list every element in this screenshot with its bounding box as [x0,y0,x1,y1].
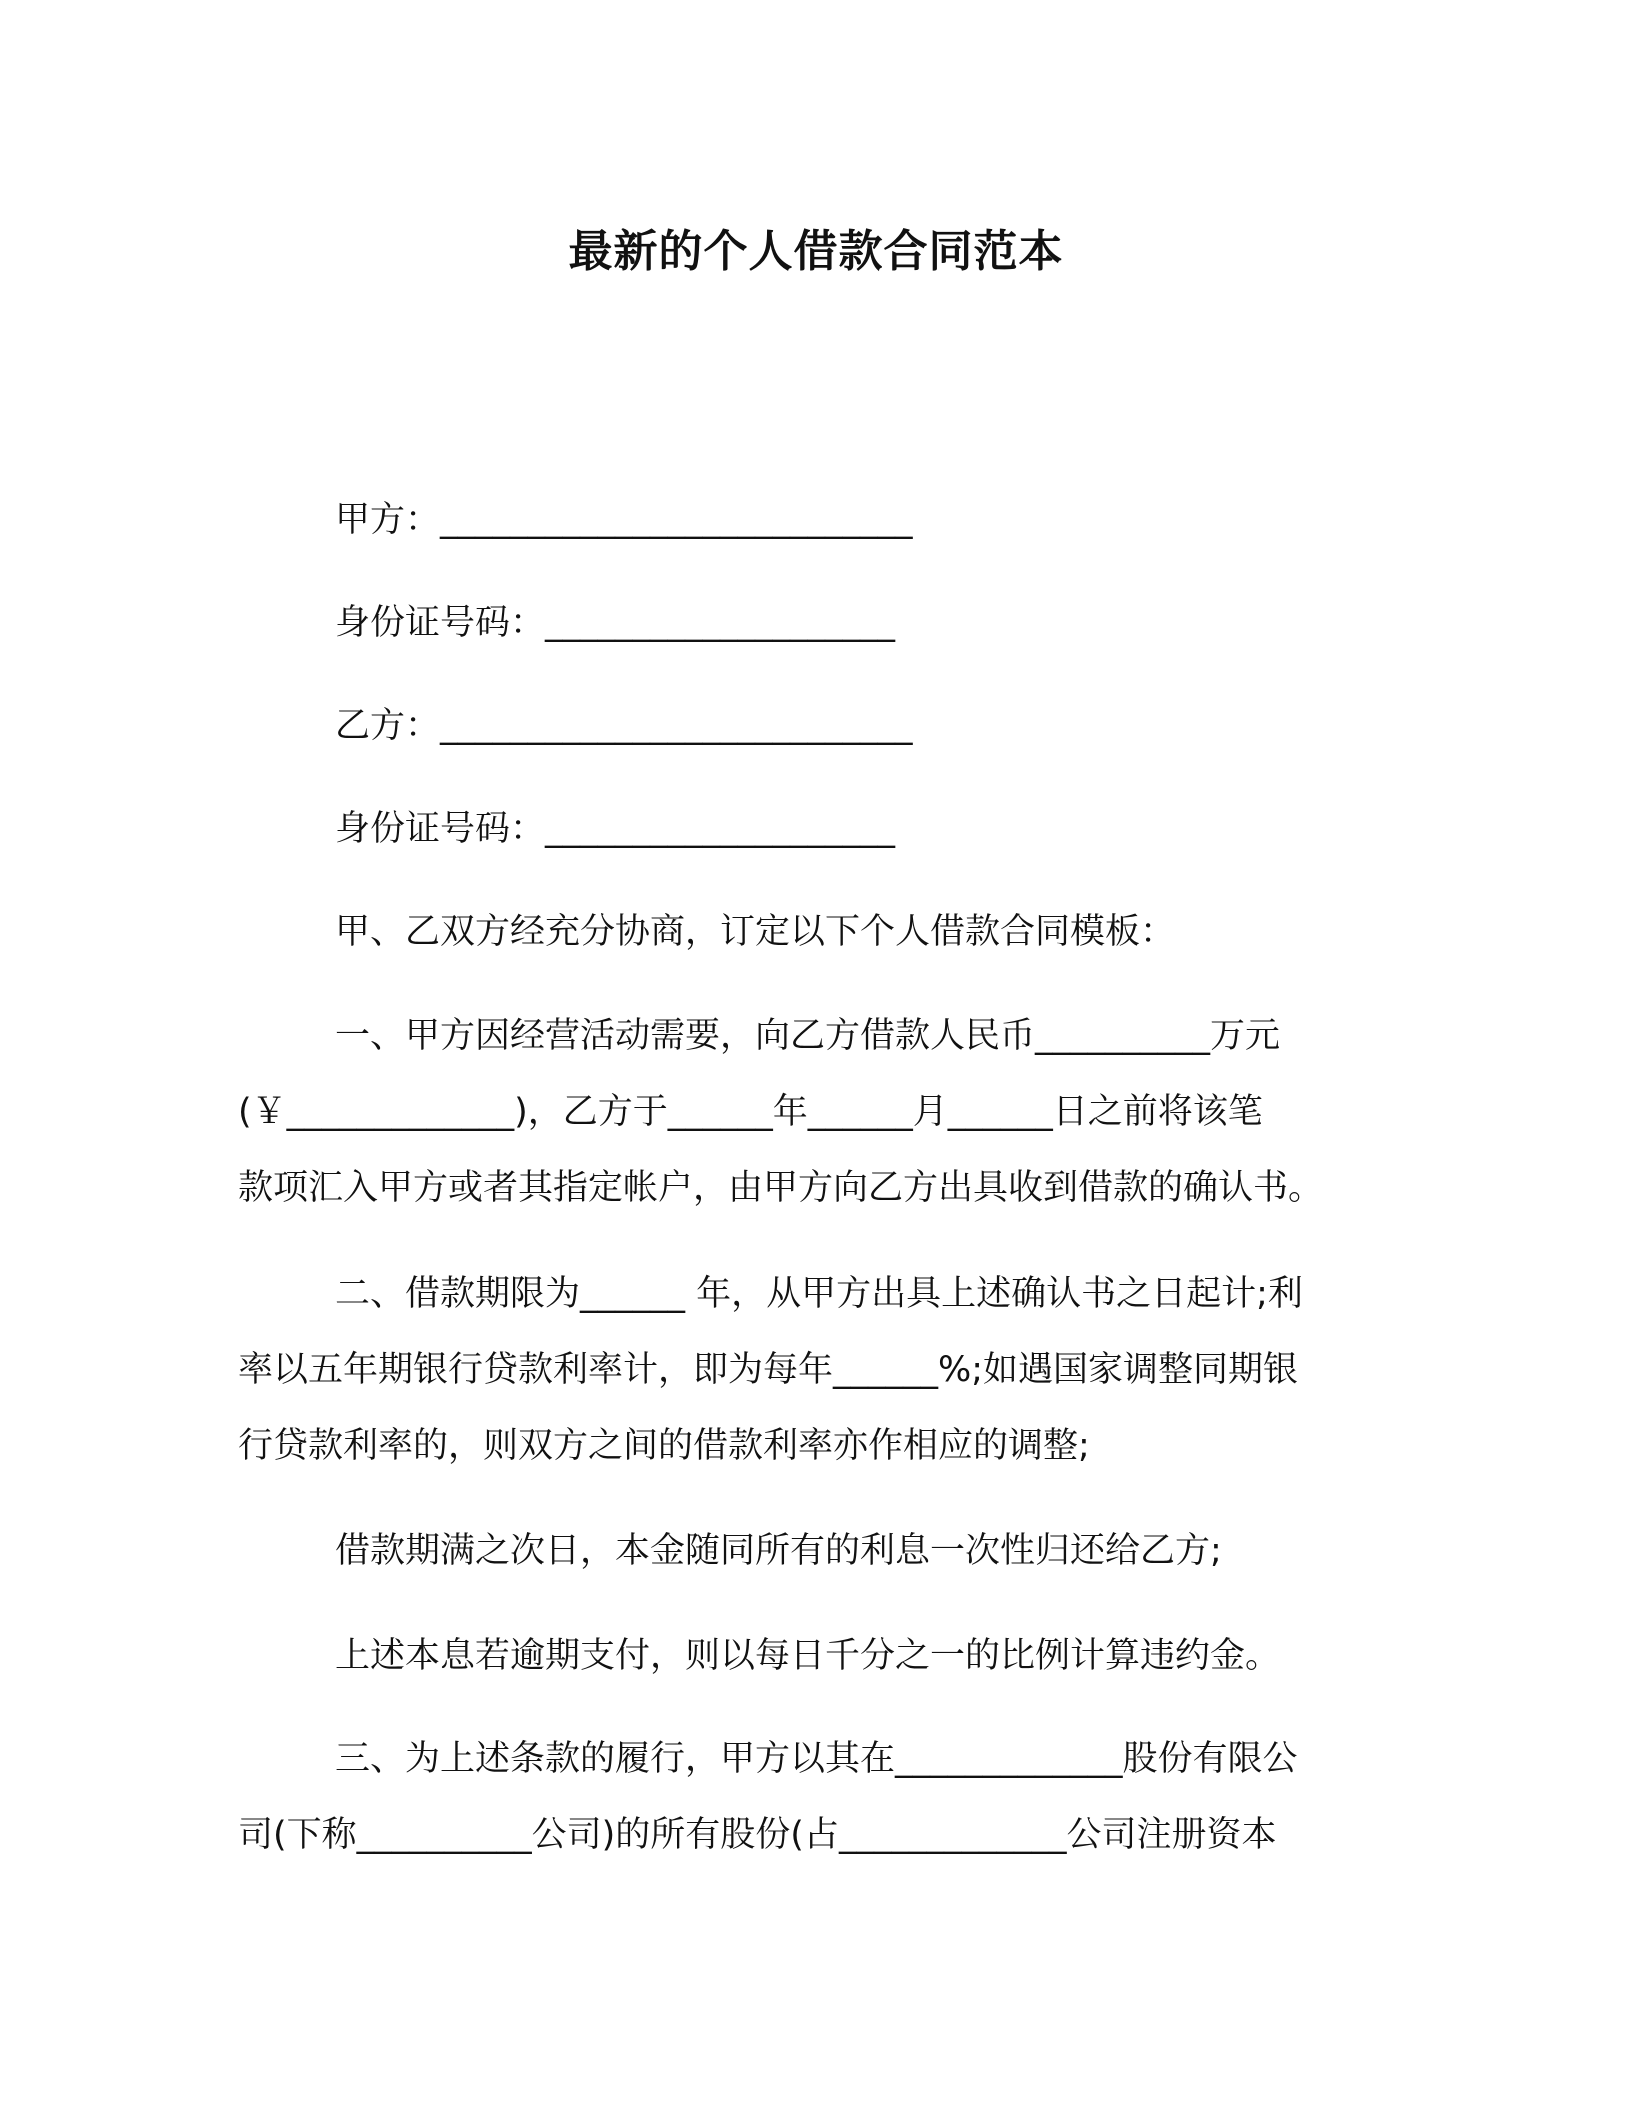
penalty-clause: 上述本息若逾期支付，则以每日千分之一的比例计算违约金。 [335,1636,1281,1676]
party-a-line [335,496,913,544]
maturity-clause: 借款期满之次日，本金随同所有的利息一次性归还给乙方; [335,1531,1222,1571]
party-b-id-blank: ____________________ [545,809,896,849]
clause-3-line-1: 三、为上述条款的履行，甲方以其在_____________股份有限公 [335,1739,1298,1779]
party-b-blank: ___________________________ [440,706,913,746]
party-b-id-label: 身份证号码： [335,809,546,849]
party-a-id-blank: ____________________ [545,603,896,643]
party-a-id-line [335,599,895,647]
clause-2-line-2: 率以五年期银行贷款利率计，即为每年______%;如遇国家调整同期银 [238,1350,1299,1390]
party-a-blank: ___________________________ [440,500,913,540]
party-a-label: 甲方： [335,500,441,540]
clause-1-line-3: 款项汇入甲方或者其指定帐户，由甲方向乙方出具收到借款的确认书。 [238,1168,1324,1208]
party-a-id-label: 身份证号码： [335,603,546,643]
document-title: 最新的个人借款合同范本 [568,226,1064,277]
clause-2-line-1: 二、借款期限为______ 年，从甲方出具上述确认书之日起计;利 [335,1274,1303,1314]
party-b-line [335,702,913,750]
party-b-label: 乙方： [335,706,441,746]
clause-1-line-1: 一、甲方因经营活动需要，向乙方借款人民币__________万元 [335,1016,1281,1056]
clause-3-line-2: 司(下称__________公司)的所有股份(占_____________公司注册资本 [238,1815,1277,1855]
preamble: 甲、乙双方经充分协商，订定以下个人借款合同模板： [335,912,1176,952]
clause-1-line-2: (￥_____________)，乙方于______年______月______日之前将该笔 [238,1092,1263,1132]
clause-2-line-3: 行贷款利率的，则双方之间的借款利率亦作相应的调整; [238,1426,1090,1466]
party-b-id-line [335,805,895,853]
